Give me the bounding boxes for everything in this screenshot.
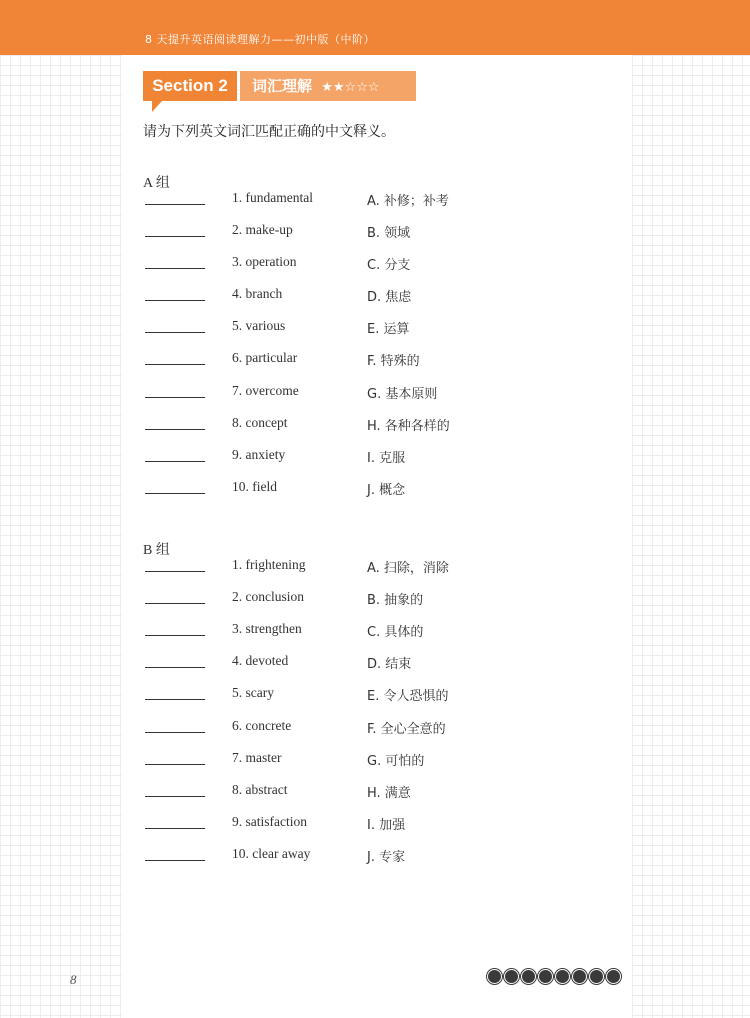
list-item [143, 718, 563, 738]
section-label: Section 2 [143, 71, 237, 101]
answer-blank[interactable] [145, 571, 205, 572]
chinese-meaning: E. 令人恐惧的 [367, 689, 449, 704]
answer-blank[interactable] [145, 397, 205, 398]
chinese-meaning: H. 满意 [367, 786, 411, 801]
answer-blank[interactable] [145, 332, 205, 333]
chinese-meaning: B. 领域 [367, 226, 411, 241]
english-word: 5. various [232, 318, 286, 333]
english-word: 9. anxiety [232, 447, 286, 462]
difficulty-stars: ★★☆☆☆ [321, 80, 380, 95]
section-title-box [240, 71, 416, 101]
answer-blank[interactable] [145, 236, 205, 237]
english-word: 10. clear away [232, 846, 311, 861]
answer-blank[interactable] [145, 764, 205, 765]
answer-blank[interactable] [145, 860, 205, 861]
english-word: 3. strengthen [232, 621, 302, 636]
answer-blank[interactable] [145, 364, 205, 365]
chinese-meaning: A. 补修；补考 [367, 194, 449, 209]
list-item [143, 479, 563, 499]
decorative-icon [521, 969, 536, 984]
grid-background-right [632, 55, 750, 1018]
english-word: 1. frightening [232, 557, 306, 572]
chinese-meaning: I. 克服 [367, 451, 406, 466]
grid-background-left [0, 55, 122, 1018]
footer-decoration [487, 969, 621, 984]
list-item [143, 653, 563, 673]
english-word: 5. scary [232, 685, 274, 700]
group-b-label: B 组 [143, 543, 170, 558]
page-number: 8 [70, 972, 77, 987]
answer-blank[interactable] [145, 828, 205, 829]
answer-blank[interactable] [145, 732, 205, 733]
answer-blank[interactable] [145, 268, 205, 269]
chinese-meaning: G. 可怕的 [367, 754, 425, 769]
decorative-icon [572, 969, 587, 984]
list-item [143, 557, 563, 577]
english-word: 8. concept [232, 415, 288, 430]
decorative-icon [487, 969, 502, 984]
english-word: 10. field [232, 479, 277, 494]
answer-blank[interactable] [145, 667, 205, 668]
list-item [143, 254, 563, 274]
answer-blank[interactable] [145, 635, 205, 636]
chinese-meaning: C. 分支 [367, 258, 411, 273]
english-word: 2. make-up [232, 222, 293, 237]
chinese-meaning: H. 各种各样的 [367, 419, 450, 434]
chinese-meaning: B. 抽象的 [367, 593, 424, 608]
list-item [143, 350, 563, 370]
answer-blank[interactable] [145, 300, 205, 301]
decorative-icon [555, 969, 570, 984]
chinese-meaning: F. 特殊的 [367, 354, 420, 369]
english-word: 2. conclusion [232, 589, 304, 604]
chinese-meaning: D. 焦虑 [367, 290, 412, 305]
list-item [143, 383, 563, 403]
decorative-icon [589, 969, 604, 984]
header-title: 8 天提升英语阅读理解力——初中版（中阶） [145, 33, 375, 46]
english-word: 6. concrete [232, 718, 292, 733]
list-item [143, 318, 563, 338]
list-item [143, 415, 563, 435]
chinese-meaning: G. 基本原则 [367, 387, 438, 402]
list-item [143, 621, 563, 641]
chinese-meaning: J. 概念 [367, 483, 406, 498]
english-word: 4. branch [232, 286, 283, 301]
chinese-meaning: I. 加强 [367, 818, 406, 833]
english-word: 3. operation [232, 254, 297, 269]
group-a-label: A 组 [143, 176, 170, 191]
chinese-meaning: D. 结束 [367, 657, 412, 672]
answer-blank[interactable] [145, 493, 205, 494]
answer-blank[interactable] [145, 603, 205, 604]
list-item [143, 846, 563, 866]
english-word: 4. devoted [232, 653, 289, 668]
decorative-icon [538, 969, 553, 984]
list-item [143, 190, 563, 210]
answer-blank[interactable] [145, 699, 205, 700]
list-item [143, 814, 563, 834]
chinese-meaning: J. 专家 [367, 850, 406, 865]
instruction-text: 请为下列英文词汇匹配正确的中文释义。 [143, 124, 395, 140]
chinese-meaning: E. 运算 [367, 322, 410, 337]
english-word: 7. overcome [232, 383, 299, 398]
answer-blank[interactable] [145, 204, 205, 205]
english-word: 1. fundamental [232, 190, 313, 205]
english-word: 7. master [232, 750, 282, 765]
answer-blank[interactable] [145, 461, 205, 462]
decorative-icon [504, 969, 519, 984]
list-item [143, 685, 563, 705]
list-item [143, 589, 563, 609]
header-band [0, 0, 750, 55]
section-title: 词汇理解 [252, 77, 313, 95]
answer-blank[interactable] [145, 429, 205, 430]
answer-blank[interactable] [145, 796, 205, 797]
english-word: 6. particular [232, 350, 298, 365]
chinese-meaning: C. 具体的 [367, 625, 424, 640]
section-label-tail [152, 101, 162, 112]
chinese-meaning: F. 全心全意的 [367, 722, 446, 737]
list-item [143, 750, 563, 770]
english-word: 9. satisfaction [232, 814, 307, 829]
list-item [143, 447, 563, 467]
english-word: 8. abstract [232, 782, 288, 797]
list-item [143, 222, 563, 242]
decorative-icon [606, 969, 621, 984]
list-item [143, 286, 563, 306]
chinese-meaning: A. 扫除，消除 [367, 561, 449, 576]
list-item [143, 782, 563, 802]
